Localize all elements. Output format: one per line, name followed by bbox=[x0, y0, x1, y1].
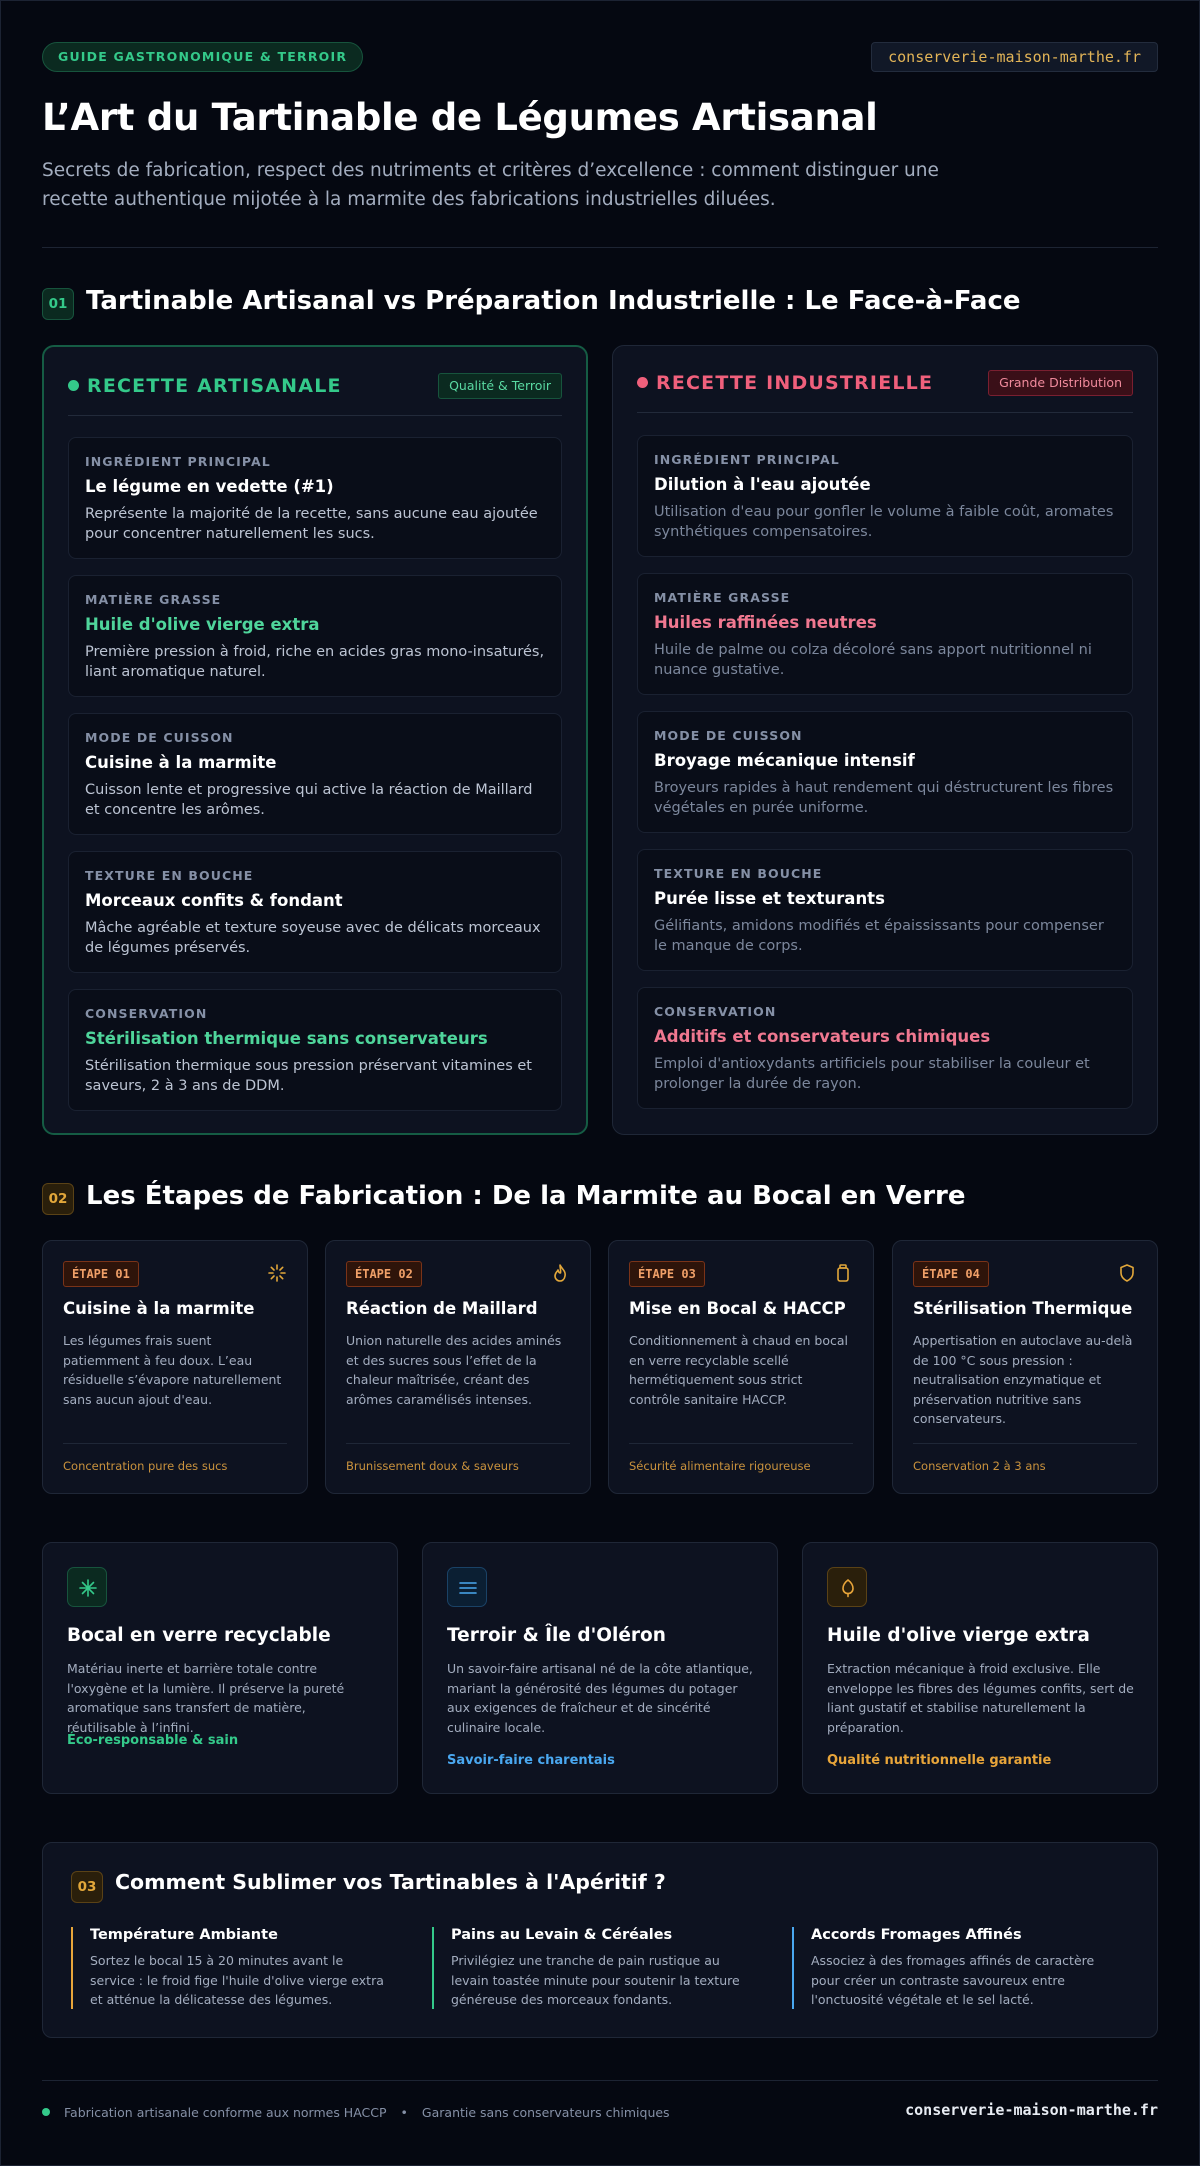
step-divider bbox=[913, 1443, 1137, 1444]
artisanal-criterion bbox=[68, 713, 562, 835]
criterion-label: CONSERVATION bbox=[85, 1006, 208, 1021]
step-footer: Conservation 2 à 3 ans bbox=[913, 1459, 1046, 1473]
artisanal-title: RECETTE ARTISANALE bbox=[68, 375, 342, 397]
step-card bbox=[892, 1240, 1158, 1494]
criterion-title: Additifs et conservateurs chimiques bbox=[654, 1027, 991, 1046]
header-divider bbox=[42, 247, 1158, 248]
feature-footer: Qualité nutritionnelle garantie bbox=[827, 1753, 1052, 1768]
feature-card bbox=[802, 1542, 1158, 1794]
criterion-label: MODE DE CUISSON bbox=[654, 728, 803, 743]
panel-divider bbox=[637, 412, 1133, 413]
feature-title: Bocal en verre recyclable bbox=[67, 1625, 331, 1646]
step-badge: ÉTAPE 01 bbox=[63, 1261, 139, 1287]
criterion-label: TEXTURE EN BOUCHE bbox=[85, 868, 254, 883]
step-footer: Brunissement doux & saveurs bbox=[346, 1459, 519, 1473]
site-link[interactable]: conserverie-maison-marthe.fr bbox=[871, 42, 1158, 72]
tip-title: Pains au Levain & Céréales bbox=[451, 1927, 673, 1943]
tip-item bbox=[71, 1927, 391, 2009]
criterion-desc: Stérilisation thermique sous pression préservant vitamines et saveurs, 2 à 3 ans de DDM. bbox=[85, 1058, 532, 1094]
feature-footer: Savoir-faire charentais bbox=[447, 1753, 615, 1768]
criterion-label: MATIÈRE GRASSE bbox=[654, 590, 791, 605]
criterion-label: TEXTURE EN BOUCHE bbox=[654, 866, 823, 881]
shield-icon bbox=[1117, 1263, 1137, 1283]
artisanal-criterion bbox=[68, 437, 562, 559]
industrial-tag: Grande Distribution bbox=[988, 370, 1133, 396]
industrial-panel-head bbox=[637, 370, 1133, 404]
step-card bbox=[608, 1240, 874, 1494]
criterion-desc: Broyeurs rapides à haut rendement qui déstructurent les fibres végétales en purée uniforme. bbox=[654, 780, 1114, 816]
tip-desc: Sortez le bocal 15 à 20 minutes avant le service : le froid fige l'huile d'olive vierge extra et atténue la délicatesse des légumes. bbox=[90, 1953, 384, 2007]
feature-desc: Extraction mécanique à froid exclusive. Elle enveloppe les fibres des légumes confits, sert de liant gustatif et stabilise naturellement la préparation. bbox=[827, 1661, 1134, 1735]
panel-divider bbox=[68, 415, 562, 416]
step-title: Cuisine à la marmite bbox=[63, 1299, 255, 1318]
header-top bbox=[42, 42, 1158, 72]
page-subtitle: Secrets de fabrication, respect des nutriments et critères d’excellence : comment distinguer une recette authentique mijotée à la marmite des fabrications industrielles diluées. bbox=[42, 160, 939, 210]
feature-card bbox=[422, 1542, 778, 1794]
section-2-title: Les Étapes de Fabrication : De la Marmite au Bocal en Verre bbox=[86, 1181, 966, 1211]
tip-desc: Associez à des fromages affinés de caractère pour créer un contraste savoureux entre l'onctuosité végétale et le sel lacté. bbox=[811, 1953, 1095, 2007]
criterion-title: Huiles raffinées neutres bbox=[654, 613, 877, 632]
footer bbox=[42, 2080, 1158, 2136]
footer-bullet: • bbox=[400, 2105, 408, 2120]
criterion-label: MODE DE CUISSON bbox=[85, 730, 234, 745]
section-3-title: Comment Sublimer vos Tartinables à l'Apéritif ? bbox=[115, 1870, 666, 1894]
tip-item bbox=[792, 1927, 1112, 2009]
section-1-number: 01 bbox=[42, 288, 74, 320]
footer-note-guarantee: Garantie sans conservateurs chimiques bbox=[421, 2105, 670, 2120]
sparkle-icon bbox=[267, 1263, 287, 1283]
criterion-title: Stérilisation thermique sans conservateurs bbox=[85, 1029, 488, 1048]
industrial-criterion bbox=[637, 711, 1133, 833]
snowflake-icon bbox=[68, 1568, 108, 1608]
feature-desc: Matériau inerte et barrière totale contre l'oxygène et la lumière. Il préserve la pureté aromatique sans transfert de matière, réutilisable à l’infini. bbox=[67, 1661, 345, 1735]
feature-icon-box bbox=[447, 1567, 487, 1607]
industrial-criterion bbox=[637, 987, 1133, 1109]
criterion-desc: Cuisson lente et progressive qui active la réaction de Maillard et concentre les arômes. bbox=[85, 782, 533, 818]
criterion-title: Huile d'olive vierge extra bbox=[85, 615, 320, 634]
criterion-desc: Emploi d'antioxydants artificiels pour stabiliser la couleur et prolonger la durée de rayon. bbox=[654, 1056, 1090, 1092]
industrial-panel bbox=[612, 345, 1158, 1135]
step-title: Réaction de Maillard bbox=[346, 1299, 538, 1318]
step-desc: Union naturelle des acides aminés et des sucres sous l’effet de la chaleur maîtrisée, créant des arômes caramélisés intenses. bbox=[346, 1333, 562, 1407]
step-badge: ÉTAPE 03 bbox=[629, 1261, 705, 1287]
criterion-title: Purée lisse et texturants bbox=[654, 889, 885, 908]
industrial-criterion bbox=[637, 573, 1133, 695]
criterion-desc: Représente la majorité de la recette, sans aucune eau ajoutée pour concentrer naturellement les sucs. bbox=[85, 506, 538, 542]
artisanal-tag: Qualité & Terroir bbox=[438, 373, 562, 399]
step-card bbox=[325, 1240, 591, 1494]
feature-icon-box bbox=[827, 1567, 867, 1607]
criterion-title: Broyage mécanique intensif bbox=[654, 751, 915, 770]
tip-item bbox=[432, 1927, 752, 2009]
olive-drop-icon bbox=[828, 1568, 868, 1608]
feature-card bbox=[42, 1542, 398, 1794]
artisanal-panel bbox=[42, 345, 588, 1135]
tips-box bbox=[42, 1842, 1158, 2038]
step-desc: Les légumes frais suent patiemment à feu doux. L’eau résiduelle s’évapore naturellement sans aucun ajout d'eau. bbox=[63, 1333, 282, 1407]
tip-desc: Privilégiez une tranche de pain rustique au levain toastée minute pour soutenir la texture généreuse des morceaux fondants. bbox=[451, 1953, 740, 2007]
criterion-desc: Gélifiants, amidons modifiés et épaississants pour compenser le manque de corps. bbox=[654, 918, 1104, 954]
footer-notes bbox=[42, 2105, 670, 2120]
criterion-desc: Huile de palme ou colza décoloré sans apport nutritionnel ni nuance gustative. bbox=[654, 642, 1092, 678]
step-divider bbox=[346, 1443, 570, 1444]
criterion-label: CONSERVATION bbox=[654, 1004, 777, 1019]
artisanal-criterion bbox=[68, 575, 562, 697]
criterion-title: Le légume en vedette (#1) bbox=[85, 477, 334, 496]
criterion-title: Dilution à l'eau ajoutée bbox=[654, 475, 871, 494]
criterion-title: Cuisine à la marmite bbox=[85, 753, 277, 772]
tip-title: Accords Fromages Affinés bbox=[811, 1927, 1022, 1943]
industrial-criterion bbox=[637, 849, 1133, 971]
jar-icon bbox=[833, 1263, 853, 1283]
waves-icon bbox=[448, 1568, 488, 1608]
feature-icon-box bbox=[67, 1567, 107, 1607]
step-title: Mise en Bocal & HACCP bbox=[629, 1299, 846, 1318]
section-2-number: 02 bbox=[42, 1183, 74, 1215]
artisanal-panel-head bbox=[68, 373, 562, 407]
guide-badge: GUIDE GASTRONOMIQUE & TERROIR bbox=[42, 42, 363, 72]
tip-title: Température Ambiante bbox=[90, 1927, 278, 1943]
step-footer: Sécurité alimentaire rigoureuse bbox=[629, 1459, 811, 1473]
step-divider bbox=[629, 1443, 853, 1444]
artisanal-criterion bbox=[68, 989, 562, 1111]
criterion-desc: Mâche agréable et texture soyeuse avec de délicats morceaux de légumes préservés. bbox=[85, 920, 541, 956]
industrial-title: RECETTE INDUSTRIELLE bbox=[637, 372, 933, 394]
step-desc: Appertisation en autoclave au-delà de 100 °C sous pression : neutralisation enzymatique et préservation nutritive sans conservateurs. bbox=[913, 1333, 1133, 1426]
artisanal-criterion bbox=[68, 851, 562, 973]
step-card bbox=[42, 1240, 308, 1494]
step-footer: Concentration pure des sucs bbox=[63, 1459, 228, 1473]
flame-icon bbox=[550, 1263, 570, 1283]
section-1-title: Tartinable Artisanal vs Préparation Industrielle : Le Face-à-Face bbox=[86, 286, 1021, 316]
status-dot-icon bbox=[42, 2108, 50, 2116]
feature-desc: Un savoir-faire artisanal né de la côte atlantique, mariant la générosité des légumes du potager aux exigences de fraîcheur et de sincérité culinaire locale. bbox=[447, 1661, 753, 1735]
criterion-label: MATIÈRE GRASSE bbox=[85, 592, 222, 607]
red-dot-icon bbox=[637, 377, 648, 388]
footer-note-haccp: Fabrication artisanale conforme aux normes HACCP bbox=[64, 2105, 387, 2120]
step-divider bbox=[63, 1443, 287, 1444]
section-3-number: 03 bbox=[71, 1871, 103, 1903]
criterion-desc: Première pression à froid, riche en acides gras mono-insaturés, liant aromatique naturel. bbox=[85, 644, 545, 680]
feature-title: Terroir & Île d'Oléron bbox=[447, 1625, 666, 1646]
criterion-label: INGRÉDIENT PRINCIPAL bbox=[85, 454, 271, 469]
step-badge: ÉTAPE 04 bbox=[913, 1261, 989, 1287]
footer-site-link[interactable]: conserverie-maison-marthe.fr bbox=[905, 2101, 1158, 2119]
green-dot-icon bbox=[68, 380, 79, 391]
industrial-criterion bbox=[637, 435, 1133, 557]
step-badge: ÉTAPE 02 bbox=[346, 1261, 422, 1287]
criterion-label: INGRÉDIENT PRINCIPAL bbox=[654, 452, 840, 467]
page-title: L’Art du Tartinable de Légumes Artisanal bbox=[42, 96, 878, 139]
step-desc: Conditionnement à chaud en bocal en verre recyclable scellé hermétiquement sous strict contrôle sanitaire HACCP. bbox=[629, 1333, 849, 1407]
criterion-title: Morceaux confits & fondant bbox=[85, 891, 343, 910]
step-title: Stérilisation Thermique bbox=[913, 1299, 1133, 1318]
feature-footer: Éco-responsable & sain bbox=[67, 1733, 239, 1748]
criterion-desc: Utilisation d'eau pour gonfler le volume à faible coût, aromates synthétiques compensatoires. bbox=[654, 504, 1114, 540]
feature-title: Huile d'olive vierge extra bbox=[827, 1625, 1090, 1646]
